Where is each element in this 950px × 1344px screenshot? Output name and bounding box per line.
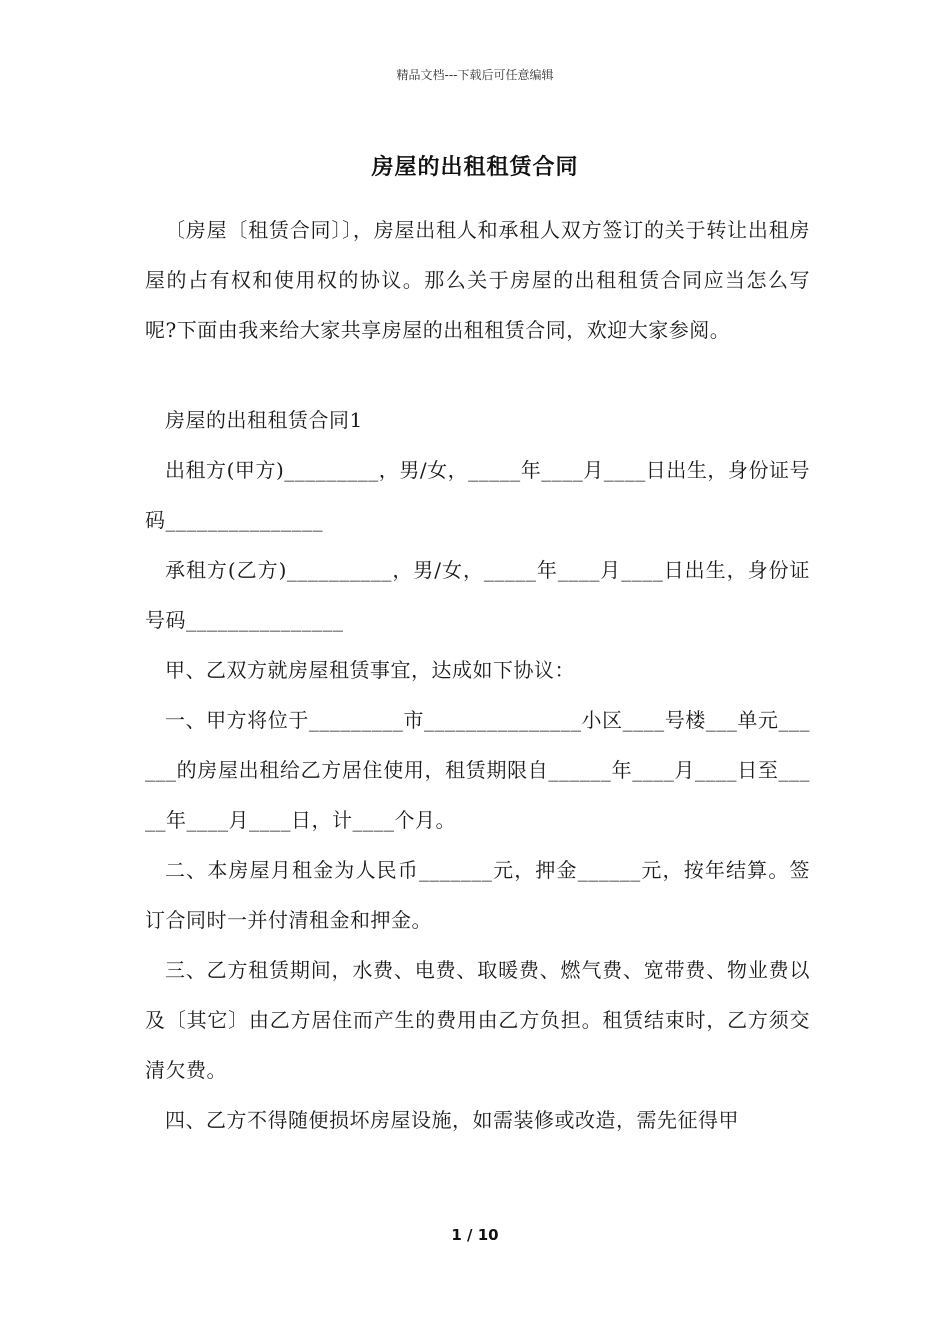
page-number: 1 / 10 — [451, 1226, 499, 1244]
document-title: 房屋的出租租赁合同 — [371, 154, 579, 180]
clause-4-paragraph: 四、乙方不得随便损坏房屋设施，如需装修或改造，需先征得甲 — [165, 1108, 739, 1132]
document-body — [145, 205, 810, 1145]
clause-1-paragraph: 一、甲方将位于_________市_______________小区____号楼___单元______的房屋出租给乙方居住使用，租赁期限自______年____月____日至_____年____月____日，计____个月。 — [145, 708, 810, 832]
agreement-intro-paragraph: 甲、乙双方就房屋租赁事宜，达成如下协议： — [165, 658, 575, 682]
header-note: 精品文档---下载后可任意编辑 — [396, 68, 554, 82]
section-title: 房屋的出租租赁合同1 — [165, 408, 363, 432]
clause-2-paragraph: 二、本房屋月租金为人民币_______元，押金______元，按年结算。签订合同时一并付清租金和押金。 — [145, 858, 810, 932]
lessor-paragraph: 出租方(甲方)_________，男/女，_____年____月____日出生，身份证号码_______________ — [145, 458, 810, 532]
clause-3-paragraph: 三、乙方租赁期间，水费、电费、取暖费、燃气费、宽带费、物业费以及〔其它〕由乙方居住而产生的费用由乙方负担。租赁结束时，乙方须交清欠费。 — [145, 958, 810, 1082]
lessee-paragraph: 承租方(乙方)__________，男/女，_____年____月____日出生，身份证号码_______________ — [145, 558, 810, 632]
intro-paragraph: 〔房屋〔租赁合同〕〕，房屋出租人和承租人双方签订的关于转让出租房屋的占有权和使用权的协议。那么关于房屋的出租租赁合同应当怎么写呢?下面由我来给大家共享房屋的出租租赁合同，欢迎大家参阅。 — [145, 218, 810, 342]
